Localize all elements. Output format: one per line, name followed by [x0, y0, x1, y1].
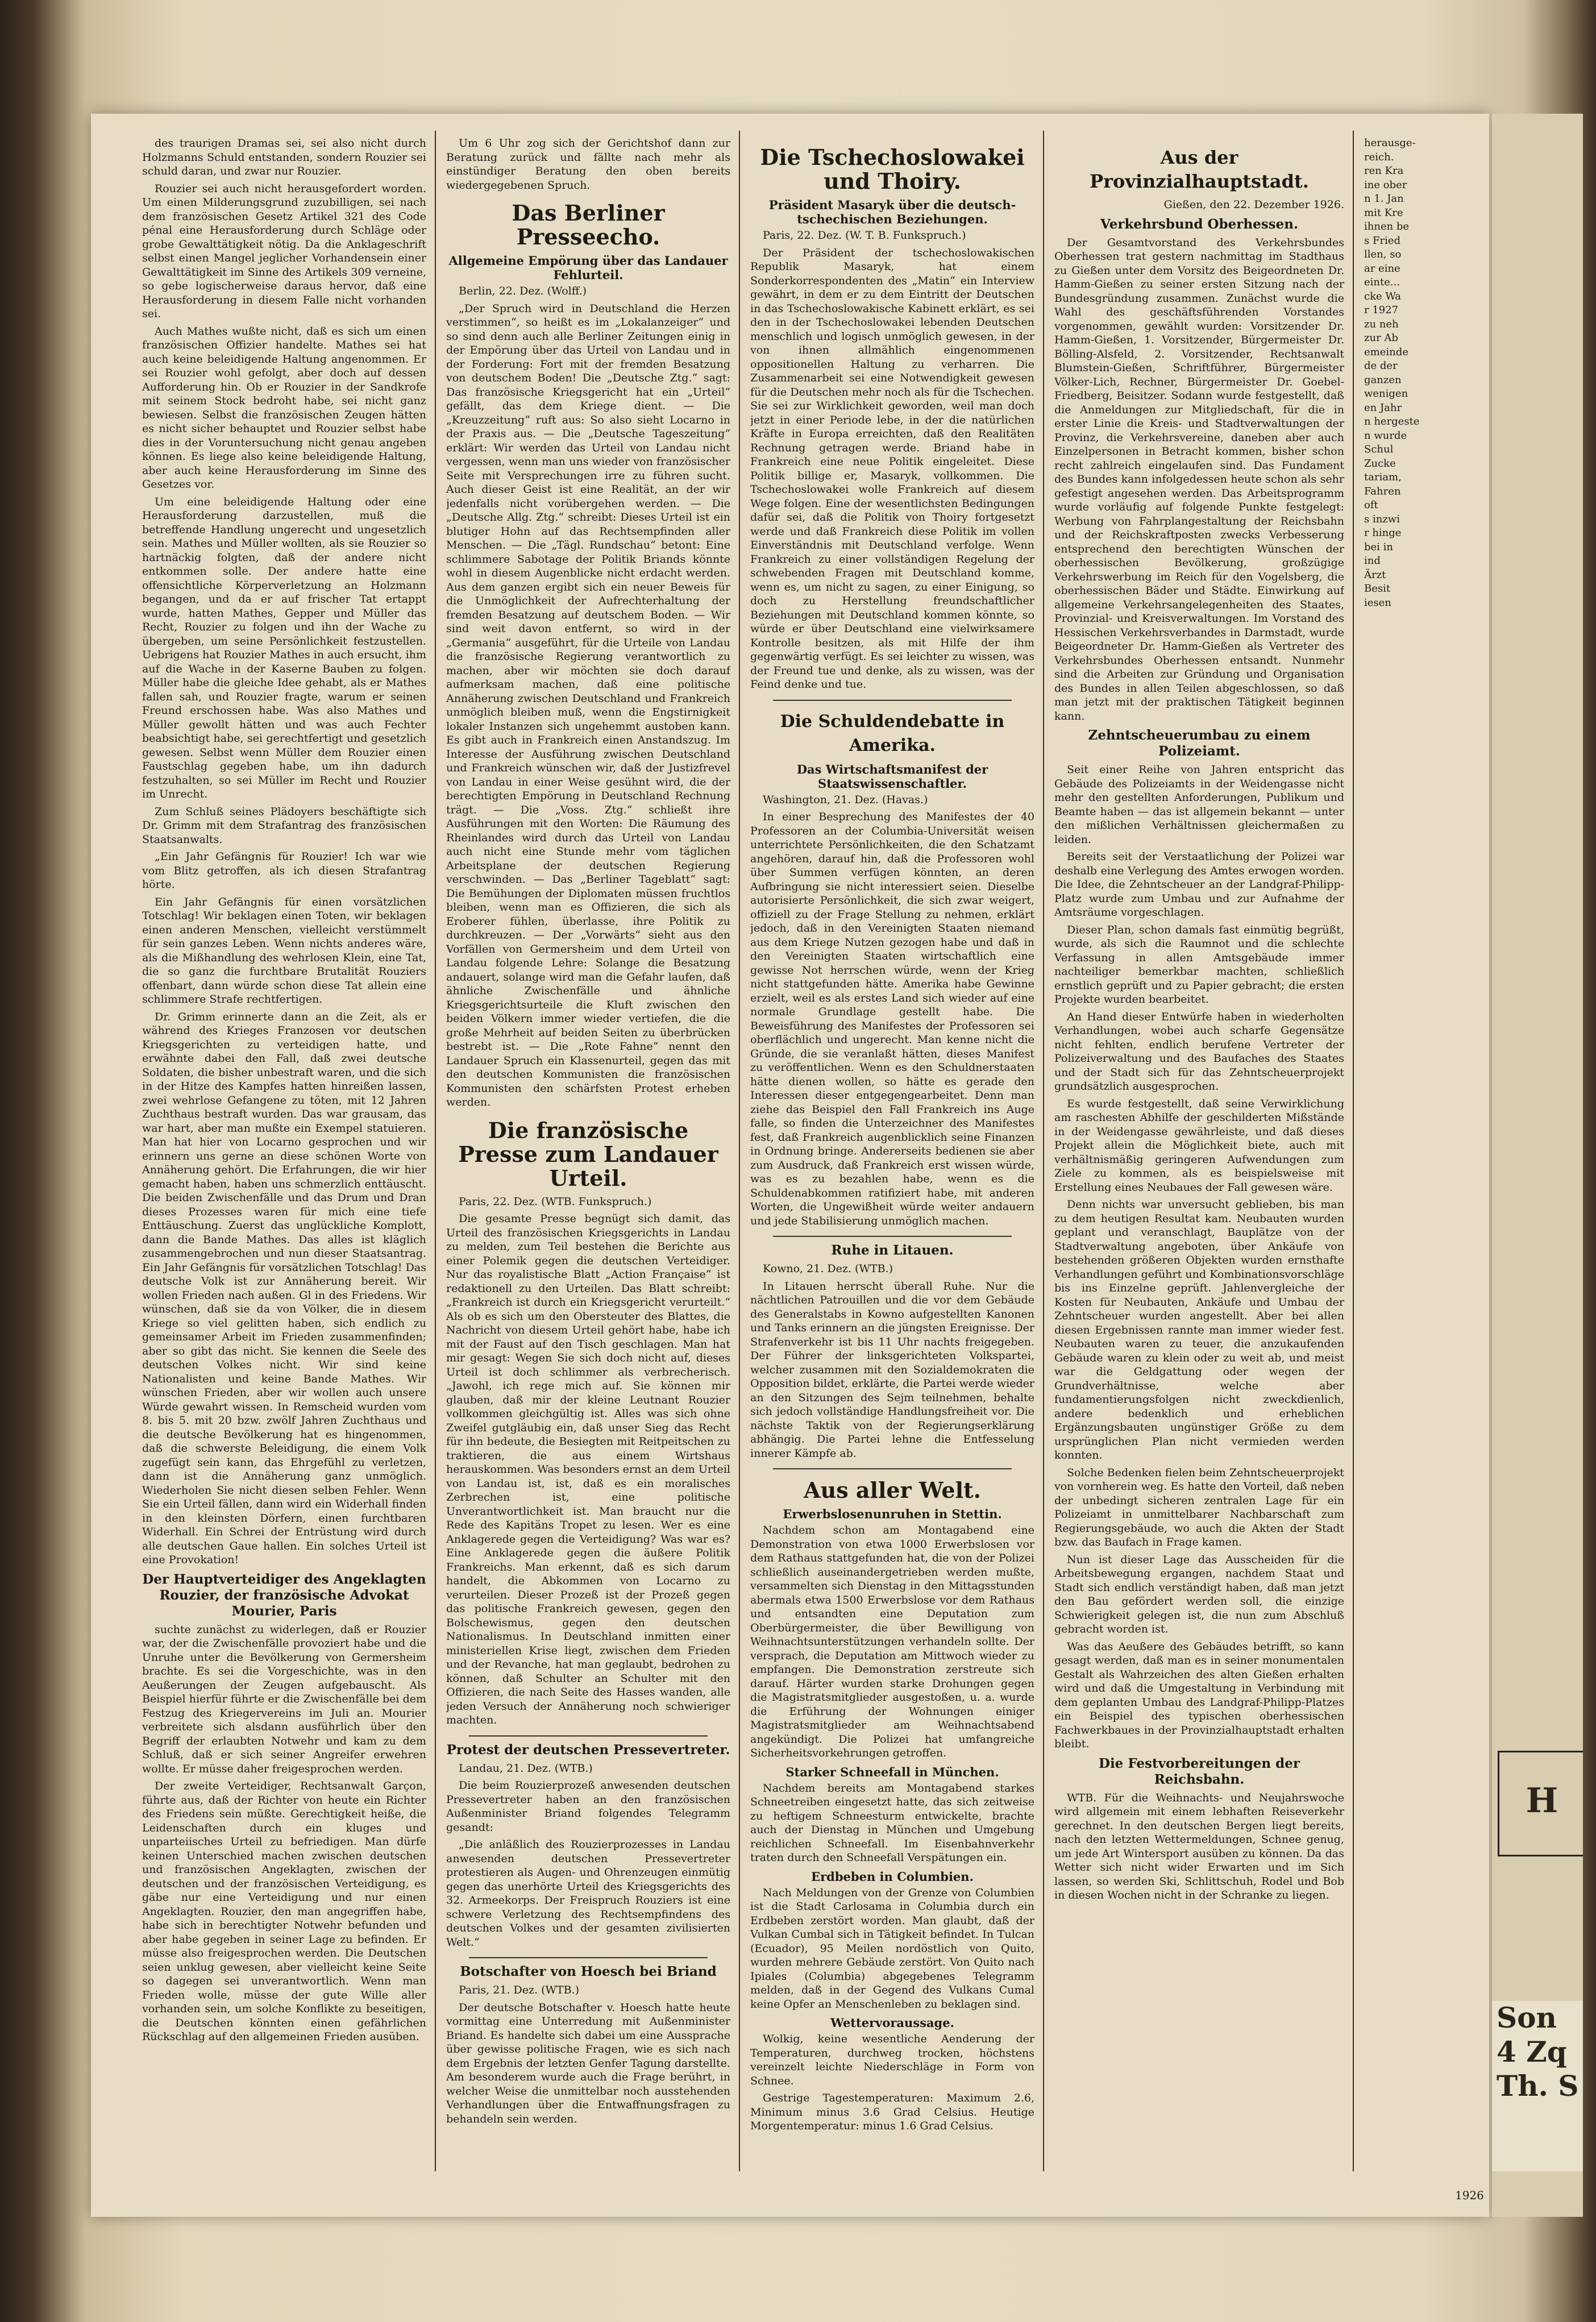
article-paragraph: Zum Schluß seines Plädoyers beschäftigte sich Dr. Grimm mit dem Strafantrag des französischen Staatsanwalts. — [142, 805, 426, 846]
wetter-body — [750, 2032, 1034, 2133]
article-paragraph: Nach Meldungen von der Grenze von Columbien ist die Stadt Carlosama in Columbia durch ein Erdbeben zerstört worden. Man glaubt, daß der Vulkan Cumbal sich in Tätigkeit befindet. In Tulcan (Ecuador), 95 Meilen nordöstlich von Quito, wurden mehrere Gebäude zerstört. Von Quito nach Ipiales (Columbia) abgegebenes Telegramm melden, daß in der Gegend des Vulkans Cumal keine Opfer an Menschenleben zu beklagen sind. — [750, 1886, 1034, 2011]
partial-line: llen, so — [1364, 248, 1402, 260]
subhead-verkehrsbund: Verkehrsbund Oberhessen. — [1100, 216, 1298, 232]
schulden-body — [750, 810, 1034, 1228]
article-paragraph: Denn nichts war unversucht geblieben, bis man zu dem heutigen Resultat kam. Neubauten wurden geplant und veranschlagt, Bauplätze von der Stadtverwaltung angeboten, über Ankäufe von bestehenden größeren Objekten wurden ernsthafte Verhandlungen geführt und Kombinationsvorschläge bis ins Einzelne geprüft. Jahlenvergleiche der Kosten für Neubauten, Ankäufe und Umbau der Zehntscheuer wurden angestellt. Aber bei allen diesen Ergebnissen rannte man immer wieder fest. Neubauten waren zu teuer, die anzukaufenden Gebäude waren zu klein oder zu weit ab, und meist war die Geldgattung oder wegen der Grundverhältnisse, welche aber fundamentierungsfolgen nicht zweckdienlich, andere bedenklich und erheblichen Ergänzungsbauten ungünstiger Größe zu dem ursprünglichen Plan nicht vermieden werden konnten. — [1054, 1198, 1344, 1461]
article-paragraph: Die gesamte Presse begnügt sich damit, das Urteil des französischen Kriegsgerichts in Landau zu melden, zum Teil bestehen die Berichte aus einer Polemik gegen die deutschen Verteidiger. Nur das royalistische Blatt „Action Française“ ist redaktionell zu den Urteilen. Das Blatt schreibt: „Frankreich ist durch ein Kriegsgericht verurteilt.“ Als ob es sich um den Obersteuter des Blattes, die Nachricht von diesem Urteil gehört habe, habe ich mit der Faust auf den Tisch geschlagen. Man hat mir gesagt: Wegen Sie sich doch nicht auf, dieses Urteil ist doch schlimmer als verbrecherisch. „Jawohl, ich rege mich auf. Sie können mir glauben, daß mir der kleine Leutnant Rouzier vollkommen gleichgültig ist. Alles was sich ohne Zweifel gutgläubig ein, daß unser Sieg das Recht für ihn bedeute, die Besiegten mit Reitpeitschen zu traktieren, die aus einem Wirtshaus herauskommen. Was besonders ernst an dem Urteil von Landau ist, ist, daß es ein moralisches Zerbrechen ist, eine politische Unverantwortlichkeit ist. Man braucht nur die Rede des Kapitäns Tropet zu lesen. Wer es eine Anklagerede gegen die Verteidigung? Was war es? Eine Anklagerede gegen die äußere Politik Frankreichs. Man erkennt, daß es sich darum handelt, die Abkommen von Locarno zu verurteilen. Dieser Prozeß ist der Prozeß gegen das politische Frankreich gewesen, gegen den Bolschewismus, gegen den deutschen Nationalismus. In Deutschland inmitten einer ministeriellen Krise liegt, zwischen dem Frieden und der Revanche, hat man geglaubt, bedrohen zu können, daß Schulter an Schulter mit den Offizieren, die nach Seite des Hasses wanden, alle jeden Versuch der Annäherung noch schwieriger machten. — [446, 1212, 730, 1726]
article-paragraph: des traurigen Dramas sei, sei also nicht durch Holzmanns Schuld entstanden, sondern Rouzier sei schuld daran, und zwar nur Rouzier. — [142, 137, 426, 177]
headline-botschafter: Botschafter von Hoesch bei Briand — [460, 1964, 717, 1979]
subhead-wetter: Wettervoraussage. — [830, 2016, 954, 2030]
dateline: Paris, 21. Dez. (WTB.) — [459, 1984, 580, 1996]
partial-line: ine ober — [1364, 178, 1407, 191]
dateline: Berlin, 22. Dez. (Wolff.) — [459, 285, 587, 297]
article-paragraph: „Die anläßlich des Rouzierprozesses in Landau anwesenden deutschen Pressevertreter protestieren als Augen- und Ohrenzeugen einmütig gegen das unerhörte Urteil des Kriegsgerichts des 32. Armeekorps. Der Freispruch Rouziers ist eine schwere Verletzung des Rechtsempfindens des deutschen Volkes und der gesamten zivilisierten Welt.“ — [446, 1838, 730, 1949]
advert-box: H — [1498, 1751, 1583, 1856]
article-paragraph: Der Gesamtvorstand des Verkehrsbundes Oberhessen trat gestern nachmittag im Stadthaus zu Gießen unter dem Vorsitz des Beigeordneten Dr. Hamm-Gießen zu seiner ersten Sitzung nach der Bundesgründung zusammen. Zunächst wurde die Wahl des geschäftsführenden Vorstandes vorgenommen, gewählt wurden: Vorsitzender Dr. Hamm-Gießen, 1. Vorsitzender, Bürgermeister Dr. Bölling-Alsfeld, 2. Vorsitzender, Rechtsanwalt Blumstein-Gießen, Schriftführer, Bürgermeister Völker-Lich, Rechner, Bürgermeister Dr. Goebel-Friedberg, Beisitzer. Sodann wurde festgestellt, daß die Anmeldungen zur Mitgliedschaft, für die in erster Linie die Kreis- und Stadtverwaltungen der Provinz, die Verkehrsvereine, daneben aber auch Einzelpersonen in Betracht kommen, bisher schon recht zahlreich eingelaufen sind. Das Fundament des Bundes kann infolgedessen heute schon als sehr gefestigt angesehen werden. Das Arbeitsprogramm wurde vorläufig auf folgende Punkte festgelegt: Werbung von Fahrplangestaltung der Reichsbahn und der Reichskraftposten zwecks Verbesserung entsprechend den berechtigten Wünschen der oberhessischen Bevölkerung, großzügige Verkehrswerbung im Reich für den Vogelsberg, die oberhessischen Bäder und Städte. Einwirkung auf allgemeine Verkehrsangelegenheiten des Staates, Provinzial- und Kreisverwaltungen. Im Vorstand des Hessischen Verkehrsverbandes in Darmstadt, wurde Beigeordneter Dr. Hamm-Gießen als Vertreter des Verkehrsbundes Oberhessen entsandt. Nunmehr sind die Arbeiten zur Gründung und Organisation des Bundes in allen Teilen abgeschlossen, so daß man jetzt mit der praktischen Tätigkeit beginnen kann. — [1054, 236, 1344, 722]
newspaper-page — [91, 114, 1489, 2217]
article-paragraph: In einer Besprechung des Manifestes der 40 Professoren an der Columbia-Universität weisen unterrichtete Persönlichkeiten, die den Schatzamt angehören, darauf hin, daß die Professoren wohl über Summen verfügen könnten, an deren Aufbringung sie nicht interessiert seien. Dieselbe autorisierte Persönlichkeit, die sich zwar weigert, offiziell zu der Frage Stellung zu nehmen, erklärt jedoch, daß in den Vereinigten Staaten niemand aus dem Kriege Nutzen gezogen habe und daß in den Vereinigten Staaten wirtschaftlich eine gewisse Not herrschen würde, wenn der Krieg nicht stattgefunden hätte. Amerika habe Gewinne erzielt, weil es als erstes Land sich wieder auf eine normale Grundlage gestellt habe. Die Beweisführung des Manifestes der Professoren sei oberflächlich und ungerecht. Man kenne nicht die Gründe, die sie veranlaßt hätten, dieses Manifest zu veröffentlichen. Wenn es den Schuldnerstaaten hätte dienen wollen, so hätte es gerade den Interessen dieser entgegengearbeitet. Denn man ziehe das Beispiel den Fall Frankreich ins Auge falle, so finden die Unterzeichner des Manifestes fest, daß Frankreich augenblicklich seine Finanzen in Ordnung bringe. Andererseits bedienen sie aber zum Ausdruck, daß Frankreich erst wissen würde, was es zu bezahlen habe, wenn es die Schuldenabkommen ratifiziert habe, mit anderen Worten, die Ungewißheit würde weiter andauern und jede Stabilisierung unmöglich machen. — [750, 811, 1034, 1227]
intro-paragraph: Um 6 Uhr zog sich der Gerichtshof dann zur Beratung zurück und fällte nach mehr als einstündiger Beratung den oben bereits wiedergegebenen Spruch. — [446, 137, 730, 192]
partial-line: ind — [1364, 555, 1381, 567]
partial-line: n hergeste — [1364, 416, 1420, 427]
article-paragraph: Gestrige Tagestemperaturen: Maximum 2.6, Minimum minus 3.6 Grad Celsius. Heutige Morgentemperatur: minus 1.6 Grad Celsius. — [750, 2092, 1034, 2132]
advert-line: 4 Zq — [1497, 2035, 1567, 2068]
article-paragraph: Bereits seit der Verstaatlichung der Polizei war deshalb eine Verlegung des Amtes erwogen worden. Die Idee, die Zehntscheuer an der Landgraf-Philipp-Platz wurde zum Umbau und zur Aufnahme der Amtsräume vorgeschlagen. — [1054, 850, 1344, 919]
article-paragraph: Die beim Rouzierprozeß anwesenden deutschen Pressevertreter haben an den französischen Außenminister Briand folgendes Telegramm gesandt: — [446, 1779, 730, 1834]
article-paragraph: Wolkig, keine wesentliche Aenderung der Temperaturen, durchweg trocken, höchstens vereinzelt leichte Niederschläge in Form von Schnee. — [750, 2033, 1034, 2087]
headline-aus-aller-welt: Aus aller Welt. — [804, 1477, 981, 1503]
headline-schuldendebatte: Die Schuldendebatte in Amerika. — [780, 711, 1005, 755]
partial-line: ganzen — [1364, 373, 1402, 386]
botschafter-body — [446, 2001, 730, 2126]
column-rule — [739, 131, 740, 2171]
partial-line: en Jahr — [1364, 401, 1402, 414]
partial-line: iesen — [1364, 596, 1391, 609]
article-paragraph: Ein Jahr Gefängnis für einen vorsätzlichen Totschlag! Wir beklagen einen Toten, wir beklagen einen anderen Menschen, vielleicht verstümmelt für sein ganzes Leben. Wenn nichts anderes wäre, als die Mißhandlung des wehrlosen Klein, eine Tat, die so ganz die furchtbare Brutalität Rouziers offenbart, dann würde schon diese Tat allein eine schlimmere Strafe rechtfertigen. — [142, 895, 426, 1006]
article-paragraph: Um eine beleidigende Haltung oder eine Herausforderung darzustellen, muß die betreffende Handlung ungerecht und ungesetzlich sein. Mathes und Müller wollten, als sie Rouzier so hartnäckig folgten, daß der andere nicht entkommen solle. Der andere hatte eine offensichtliche Körperverletzung an Holzmann begangen, und da er auf frischer Tat ertappt wurde, hatten Mathes, Gepper und Müller das Recht, Rouzier zu folgen und ihn der Wache zu übergeben, um seine Persönlichkeit festzustellen. Uebrigens hat Rouzier Mathes in auch ersucht, ihm auf die Wache in der Kaserne Bauben zu folgen. Müller habe die gleiche Idee gehabt, als er Mathes fallen sah, und Rouzier fragte, warum er seinen Freund erschossen habe. Was also Mathes und Müller gewollt hätten und was auch Fechter beabsichtigt habe, sei gerechtfertigt und gesetzlich gewesen. Selbst wenn Müller dem Rouzier einen Faustschlag gegeben habe, um ihn dadurch festzuhalten, so sei Müller im Recht und Rouzier im Unrecht. — [142, 495, 426, 800]
article-paragraph: Dr. Grimm erinnerte dann an die Zeit, als er während des Krieges Franzosen vor deutschen Kriegsgerichten zu verteidigen hatte, und erwähnte dabei den Fall, daß zwei deutsche Soldaten, die bisher unbestraft waren, und die sich in der Hitze des Kampfes hatten hinreißen lassen, zwei wehrlose Gefangene zu töten, mit 12 Jahren Zuchthaus bestraft wurden. Das war grausam, das war hart, aber man mußte ein Exempel statuieren. Man hat hier von Locarno gesprochen und wir erinnern uns gerne an diese schönen Worte von Annäherung gehört. Die Erfahrungen, die wir hier gemacht haben, haben uns schmerzlich enttäuscht. Die beiden Zwischenfälle und das Drum und Dran dieses Prozesses waren für mich eine tiefe Enttäuschung. Zuerst das unglückliche Komplott, dann die Bande Mathes. Das alles ist kläglich zusammengebrochen und nun dieser Staatsantrag. Ein Jahr Gefängnis für vorsätzlichen Totschlag! Das deutsche Volk ist zur Annäherung bereit. Wir wollen Frieden nach außen. Gl in des Friedens. Wir wünschen, daß sie da von Völker, die in diesem Kriege so viel gelitten haben, sich endlich zu gemeinsamer Arbeit im Frieden zusammenfinden; aber so gibt das nicht. Sie kennen die Seele des deutschen Volkes nicht. Wir sind keine Nationalisten und keine Bande Mathes. Wir wünschen Frieden, aber wir wollen auch unsere Würde gewahrt wissen. In Remscheid wurden vom 8. bis 5. mit 20 bzw. zwölf Jahren Zuchthaus und die deutsche Bevölkerung hat es hingenommen, daß die schwerste Beleidigung, die einem Volk zugefügt sein kann, das Ehrgefühl zu verletzen, dann ist die Annäherung ganz unmöglich. Wiederholen Sie nicht diesen selben Fehler. Wenn Sie ein Urteil fällen, dann wird ein Widerhall finden in den kleinsten Dörfern, einen furchtbaren Widerhall. Ein Schrei der Entrüstung wird durch alle deutschen Gaue hallen. Ein solches Urteil ist eine Provokation! — [142, 1010, 426, 1566]
separator — [773, 1236, 1012, 1237]
article-paragraph: Der Präsident der tschechoslowakischen Republik Masaryk, hat einem Sonderkorrespondenten des „Matin“ ein Interview gewährt, in dem er zu dem Eintritt der Deutschen in das Tschechoslowakische Kabinett erklärt, es sei den in der Tschechoslowakei lebenden Deutschen menschlich und logisch unmöglich gewesen, in der von ihnen allmählich eingenommenen oppositionellen Haltung zu verharren. Die Zusammenarbeit sei eine Notwendigkeit gewesen für die Deutschen mehr noch als für die Tschechen. Sie sei zur Wirklichkeit geworden, weil man doch jetzt in einer Periode lebe, in der die natürlichen Kräfte in Europa erreichten, daß den Realitäten Rechnung getragen werde. Briand habe in Frankreich eine neue Politik eingeleitet. Diese Politik billige er, Masaryk, vollkommen. Die Tschechoslowakei wolle Frankreich auf diesem Wege folgen. Eine der wesentlichsten Bedingungen dafür sei, daß die Politik von Thoiry fortgesetzt werde und daß Frankreich diese Politik im vollen Einverständnis mit Deutschland verfolge. Wenn Frankreich zu einer vollständigen Regelung der schwebenden Fragen mit Deutschland komme, wenn es, um nicht zu sagen, zu einer Einigung, so doch zu Herstellung freundschaftlicher Beziehungen mit Deutschland kommen könnte, so würde er über Deutschland eine vielwirksamere Kontrolle besitzen, als mit Hilfe der ihm gegenwärtig verfügt. Es sei leichter zu wissen, was der Freund tue und denke, als zu wissen, was der Feind denke und tue. — [750, 246, 1034, 691]
dateline: Kowno, 21. Dez. (WTB.) — [763, 1262, 893, 1275]
tschecho-body — [750, 246, 1034, 692]
partial-line: s inzwi — [1364, 513, 1400, 525]
partial-line: bei in — [1364, 541, 1394, 553]
partial-line: reich. — [1364, 151, 1394, 163]
partial-line: r 1927 — [1364, 304, 1399, 316]
verkehr-body — [1054, 236, 1344, 724]
headline-litauen: Ruhe in Litauen. — [831, 1243, 954, 1258]
article-paragraph: In Litauen herrscht überall Ruhe. Nur die nächtlichen Patrouillen und die vor dem Gebäude des Generalstabs in Kowno aufgestellten Kanonen und Tanks erinnern an die jüngsten Ereignisse. Der Strafenverkehr ist bis 11 Uhr nachts freigegeben. Der Führer der linksgerichteten Volkspartei, welcher zusammen mit den Sozialdemokraten die Opposition bildet, erklärte, die Partei werde wieder an den Sitzungen des Sejm teilnehmen, behalte sich jedoch vollständige Handlungsfreiheit vor. Die nächste Taktik von der Regierungserklärung abhängig. Die Partei lehne die Entfesselung innerer Kämpfe ab. — [750, 1280, 1034, 1460]
presseecho-body — [446, 302, 730, 1110]
headline-verteidiger: Der Hauptverteidiger des Angeklagten Rouzier, der französische Advokat Mourier, Paris — [142, 1571, 426, 1619]
article-paragraph: Solche Bedenken fielen beim Zehntscheuerprojekt von vornherein weg. Es hatte den Vorteil, daß neben der unbedingt sicheren zentralen Lage für ein Polizeiamt in unmittelbarer Nachbarschaft zum Regierungsgebäude, wo auch die Akten der Stadt bzw. das Baufach in Frage kamen. — [1054, 1466, 1344, 1548]
article-paragraph: Nachdem bereits am Montagabend starkes Schneetreiben eingesetzt hatte, das sich zeitweise zu heftigem Schneesturm entwickelte, brachte auch der Dienstag in München und Umgebung reichlichen Schneefall. Im Eisenbahnverkehr traten durch den Schneefall Verspätungen ein. — [750, 1781, 1034, 1864]
partial-line: n 1. Jan — [1364, 193, 1404, 205]
protest-body — [446, 1779, 730, 1949]
partial-line: ihnen be — [1364, 221, 1410, 232]
partial-line: Schul — [1364, 443, 1394, 455]
subhead-zehntscheuer: Zehntscheuerumbau zu einem Polizeiamt. — [1088, 728, 1311, 759]
dateline: Landau, 21. Dez. (WTB.) — [459, 1762, 593, 1775]
partial-line: n wurde — [1364, 429, 1407, 442]
article-paragraph: Der zweite Verteidiger, Rechtsanwalt Garçon, führte aus, daß der Richter von heute ein Richter des Friedens sein müßte. Gerechtigkeit heiße, die Leidenschaften durch ein kluges und unparteiisches Urteil zu befriedigen. Man dürfe keinen Unterschied machen zwischen deutschen und französischen Angeklagten, zwischen der deutschen und der französischen Verteidigung, es gäbe nur eine Verteidigung und nur einen Angeklagten. Rouzier, den man angegriffen habe, habe sich in berechtigter Notwehr befunden und aber habe gegeben in seiner Lage zu befinden. Er müsse also freigesprochen werden. Die Deutschen seien unklug gewesen, aber vielleicht keine Seite so dagegen sei unverantwortlich. Wenn man Frieden wolle, müsse der gute Wille aller vorhanden sein, um solche Konflikte zu beseitigen, die Deutschen könnten einen gefährlichen Rückschlag auf den allgemeinen Frieden ausüben. — [142, 1780, 426, 2043]
partial-line: ar eine — [1364, 262, 1400, 275]
article-paragraph: Was das Aeußere des Gebäudes betrifft, so kann gesagt werden, daß man es in seiner monumentalen Gestalt als Wahrzeichen des alten Gießen erhalten wird und daß die Umgestaltung in Verbindung mit dem geplanten Umbau des Landgraf-Philipp-Platzes ein Beispiel des typischen oberhessischen Fachwerkbaues in der Provinzialhauptstadt erhalten bleibt. — [1054, 1640, 1344, 1750]
column-4 — [1054, 136, 1344, 2160]
partial-line: Besit — [1364, 583, 1391, 595]
partial-line: cke Wa — [1364, 290, 1402, 302]
litauen-body — [750, 1280, 1034, 1461]
partial-line: de der — [1364, 360, 1398, 372]
subhead-wirtschaftsmanifest: Das Wirtschaftsmanifest der Staatswissenschaftler. — [796, 762, 988, 791]
subhead-stettin: Erwerbslosenunruhen in Stettin. — [783, 1507, 1002, 1521]
subhead-presseecho: Allgemeine Empörung über das Landauer Fehlurteil. — [448, 254, 728, 282]
partial-lines — [1364, 136, 1483, 610]
partial-line: zu neh — [1364, 318, 1399, 330]
advert-line: Th. S — [1497, 2069, 1579, 2103]
partial-line: ren Kra — [1364, 165, 1404, 177]
subhead-schneefall: Starker Schneefall in München. — [785, 1764, 999, 1779]
partial-line: emeinde — [1364, 346, 1408, 358]
partial-line: einte... — [1364, 276, 1400, 288]
partial-line: mit Kre — [1364, 206, 1403, 219]
article-paragraph: „Ein Jahr Gefängnis für Rouzier! Ich war wie vom Blitz getroffen, als ich diesen Strafantrag hörte. — [142, 850, 426, 891]
headline-provinzialhauptstadt: Aus der Provinzialhauptstadt. — [1090, 147, 1309, 192]
partial-line: Fahren — [1364, 485, 1401, 497]
partial-line: s Fried — [1364, 234, 1400, 247]
article-paragraph: An Hand dieser Entwürfe haben in wiederholten Verhandlungen, wobei auch scharfe Gegensätze nicht fehlten, endlich berufene Vertreter der Polizeiverwaltung und des Baufaches des Staates und der Stadt sich für das Zehntscheuerprojekt grundsätzlich ausgesprochen. — [1054, 1010, 1344, 1093]
headline-protest: Protest der deutschen Pressevertreter. — [446, 1742, 730, 1758]
separator — [469, 1735, 708, 1737]
article-paragraph: suchte zunächst zu widerlegen, daß er Rouzier war, der die Zwischenfälle provoziert habe und die Unruhe unter die Bevölkerung von Germersheim brachte. Es sei die Vorgeschichte, was in den Aeußerungen der Zeugen aufgebauscht. Als Beispiel hierfür führte er die Zwischenfälle bei dem Festzug des Kriegervereins im Juli an. Mourier verbreitete sich alsdann ausführlich über den Begriff der erlaubten Notwehr und kam zu dem Schluß, daß er sich seiner Angreifer erwehren wollte. Er müsse daher freigesprochen werden. — [142, 1623, 426, 1775]
headline-franzoesische-presse: Die französische Presse zum Landauer Urteil. — [458, 1117, 718, 1191]
separator — [773, 700, 1012, 701]
dateline: Paris, 22. Dez. (W. T. B. Funkspruch.) — [763, 229, 966, 242]
subhead-erdbeben: Erdbeben in Columbien. — [811, 1869, 974, 1884]
article-paragraph: Seit einer Reihe von Jahren entspricht das Gebäude des Polizeiamts in der Weidengasse nicht mehr den gestellten Anforderungen, Publikum und Beamte haben — das ist allgemein bekannt — unter den mißlichen Verhältnissen gleichermaßen zu leiden. — [1054, 763, 1344, 846]
article-paragraph: Dieser Plan, schon damals fast einmütig begrüßt, wurde, als sich die Raumnot und die schlechte Verfassung in allen Amtsgebäude immer nachteiliger bemerkbar machten, schließlich ernstlich geprüft und zu Papier gebracht; die ersten Projekte wurden bearbeitet. — [1054, 923, 1344, 1006]
subhead-festvorbereitungen: Die Festvorbereitungen der Reichsbahn. — [1099, 1755, 1300, 1787]
column-5-partial — [1364, 136, 1483, 2160]
partial-line: oft — [1364, 499, 1378, 511]
subhead-masaryk: Präsident Masaryk über die deutsch-tschechischen Beziehungen. — [768, 198, 1016, 226]
column-rule — [1043, 131, 1044, 2171]
advert-line: Son — [1497, 2001, 1557, 2034]
article-paragraph: Es wurde festgestellt, daß seine Verwirklichung am raschesten Abhilfe der geschilderten Mißstände in der Weidengasse gewährleiste, und daß dieses Projekt allein die Möglichkeit biete, auch mit verhältnismäßig geringeren Aufwendungen zum Ziele zu kommen, als es beispielsweise mit Erstellung eines Neubaues der Fall gewesen wäre. — [1054, 1097, 1344, 1194]
welt-body-3 — [750, 1886, 1034, 2012]
article-paragraph: WTB. Für die Weihnachts- und Neujahrswoche wird allgemein mit einem lebhaften Reiseverkehr gerechnet. In den deutschen Bergen liegt bereits, nach den letzten Wettermeldungen, Schnee genug, um jede Art Wintersport ausüben zu können. Da das Wetter sich nicht wider Erwarten und im Sich lassen, so werden Ski, Schlittschuh, Rodel und Bob in diesen Wochen nicht in der Schranke zu liegen. — [1054, 1791, 1344, 1901]
welt-body-1 — [750, 1523, 1034, 1760]
headline-tschechoslowakei: Die Tschechoslowakei und Thoiry. — [760, 144, 1025, 194]
fest-body — [1054, 1791, 1344, 1903]
article-paragraph: Nachdem schon am Montagabend eine Demonstration von etwa 1000 Erwerbslosen vor dem Rathaus stattgefunden hat, die von der Polizei schließlich auseinandergetrieben werden mußte, versammelten sich Dienstag in den Mittagsstunden abermals etwa 1500 Erwerbslose vor dem Rathaus und entsandten eine Deputation zum Oberbürgermeister, die über Bewilligung von Weihnachtsunterstützungen verhandeln sollte. Der versprach, die Deputation am Mittwoch wieder zu empfangen. Die Demonstration zerstreute sich darauf. Härter wurden starke Drohungen gegen die Magistratsmitglieder ausgestoßen, u. a. wurde die Erführung der Wohnungen einiger Magistratsmitglieder am Weihnachtsabend angekündigt. Die Polizei hat umfangreiche Sicherheitsvorkehrungen getroffen. — [750, 1524, 1034, 1759]
article-paragraph: Nun ist dieser Lage das Ausscheiden für die Arbeitsbewegung ergangen, nachdem Staat und Stadt sich endlich verständigt haben, daß man jetzt den Bau gefördert werden soll, die einzige Schwierigkeit gelegen ist, die nun zum Abschluß gebracht worden ist. — [1054, 1553, 1344, 1635]
column-3 — [750, 136, 1034, 2160]
franz-body — [446, 1212, 730, 1727]
partial-line: tariam, — [1364, 471, 1402, 483]
column-1 — [142, 136, 426, 2160]
separator — [773, 1468, 1012, 1469]
column-rule — [1353, 131, 1354, 2171]
zehnt-body — [1054, 763, 1344, 1751]
article-paragraph: Der deutsche Botschafter v. Hoesch hatte heute vormittag eine Unterredung mit Außenminister Briand. Es handelte sich dabei um eine Aussprache über gewisse politische Fragen, wie es sich nach dem Ergebnis der letzten Genfer Tagung darstellte. Am besonderem wurde auch die Frage berührt, in welcher Weise die unmittelbar noch ausstehenden Verhandlungen über die Entwaffnungsfragen zu behandeln sein werden. — [446, 2001, 730, 2125]
partial-line: Ärzt — [1364, 568, 1386, 581]
article-paragraph: Rouzier sei auch nicht herausgefordert worden. Um einen Milderungsgrund zuzubilligen, sei nach dem französischen Gesetz Artikel 321 des Code pénal eine Herausforderung durch Schläge oder grobe Gewalttätigkeit nötig. Da die Anklageschrift selbst einen Mangel jeglicher Vorhandensein einer Gewalttätigkeit im Sinne des Artikels 309 verneine, so gebe logischerweise daraus hervor, daß eine Herausforderung in diesem Falle nicht vorhanden sei. — [142, 182, 426, 320]
welt-body-2 — [750, 1781, 1034, 1865]
article-paragraph: „Der Spruch wird in Deutschland die Herzen verstimmen“, so heißt es im „Lokalanzeiger“ und so sind denn auch alle Berliner Zeitungen einig in der Empörung über das Urteil von Landau und in der Forderung: Fort mit der fremden Besatzung von deutschem Boden! Die „Deutsche Ztg.“ sagt: Das französische Kriegsgericht hat ein „Urteil“ gefällt, das dem Kriege dient. — Die „Kreuzzeitung“ ruft aus: So also sieht Locarno in der Praxis aus. — Die „Deutsche Tageszeitung“ erklärt: Wir werden das Urteil von Landau nicht vergessen, wenn man uns wieder von französischer Seite mit Versprechungen irre zu führen sucht. Auch dieser Geist ist eine Realität, an der wir jedenfalls nicht vorübergehen werden. — Die „Deutsche Allg. Ztg.“ schreibt: Dieses Urteil ist ein blutiger Hohn auf das Rechtsempfinden aller Menschen. — Die „Tägl. Rundschau“ betont: Eine schlimmere Sabotage der Politik Briands könnte wohl in diesem Augenblicke nicht erdacht werden. Aus dem ganzen ergibt sich ein neuer Beweis für die Unmöglichkeit der Aufrechterhaltung der fremden Besatzung auf deutschem Boden. — Wir sind weit davon entfernt, so wird in der „Germania“ ausgeführt, für die Urteile von Landau die französische Regierung verantwortlich zu machen, aber wir möchten sie doch darauf aufmerksam machen, daß eine politische Annäherung zwischen Deutschland und Frankreich unmöglich bleiben muß, wenn die Engstirnigkeit lokaler Instanzen sich ungehemmt austoben kann. Es gibt auch in Frankreich einen Anstandszug. Im Interesse der Ausführung zwischen Deutschland und Frankreich wünschen wir, daß der Justizfrevel von Landau in einer Weise gesühnt wird, die der berechtigten Empörung in Deutschland Rechnung trägt. — Die „Voss. Ztg.“ schließt ihre Ausführungen mit den Worten: Die Räumung des Rheinlandes wird durch das Urteil von Landau auch nicht eine Stunde mehr vom täglichen Arbeitsplane der deutschen Regierung verschwinden. — Das „Berliner Tageblatt“ sagt: Die Bemühungen der Diplomaten müssen fruchtlos bleiben, wenn man es Offizieren, die sich als Eroberer fühlen, überlasse, ihre Politik zu durchkreuzen. — Der „Vorwärts“ sieht aus den Vorfällen von Germersheim und dem Urteil von Landau folgende Lehre: Solange die Besatzung andauert, solange wird man die Gefahr laufen, daß ähnliche Zwischenfälle und ähnliche Kriegsgerichtsurteile die Kluft zwischen den beiden Völkern immer wieder vertiefen, die die große Mehrheit auf beiden Seiten zu überbrücken bestrebt ist. — Die „Rote Fahne“ nennt den Landauer Spruch ein Klassenurteil, gegen das mit den deutschen Kommunisten die französischen Kommunisten den schärfsten Protest erheben werden. — [446, 302, 730, 1108]
partial-line: wenigen — [1364, 388, 1408, 400]
partial-line: herausge- — [1364, 137, 1416, 149]
article-paragraph: Auch Mathes wußte nicht, daß es sich um einen französischen Offizier handelte. Mathes sei hat auch keine beleidigende Haltung angenommen. Er sei Rouzier wohl gefolgt, aber doch auf dessen Aufforderung hin. Ob er Rouzier in der Sandkrofe mit seinem Stock bedroht habe, sei nicht ganz bewiesen. Selbst die französischen Zeugen hätten es nicht sicher behauptet und Rouzier selbst habe dies in der Voruntersuchung nicht genau angeben können. Es liege also keine beleidigende Haltung, aber auch keine Herausforderung im Sinne des Gesetzes vor. — [142, 325, 426, 491]
dateline: Gießen, den 22. Dezember 1926. — [1163, 198, 1344, 211]
partial-line: r hinge — [1364, 527, 1402, 539]
col1-body-2 — [142, 1623, 426, 2044]
advert-lettering — [1492, 2001, 1583, 2171]
dateline: Washington, 21. Dez. (Havas.) — [763, 793, 928, 806]
headline-presseecho: Das Berliner Presseecho. — [512, 200, 665, 250]
dateline: Paris, 22. Dez. (WTB. Funkspruch.) — [459, 1195, 652, 1208]
partial-line: zur Ab — [1364, 332, 1398, 344]
page-year: 1926 — [1455, 2188, 1484, 2202]
column-2 — [446, 136, 730, 2160]
next-page-edge — [1492, 114, 1583, 2217]
separator — [469, 1957, 708, 1958]
partial-line: Zucke — [1364, 457, 1396, 470]
column-rule — [435, 131, 436, 2171]
col1-body — [142, 136, 426, 1567]
